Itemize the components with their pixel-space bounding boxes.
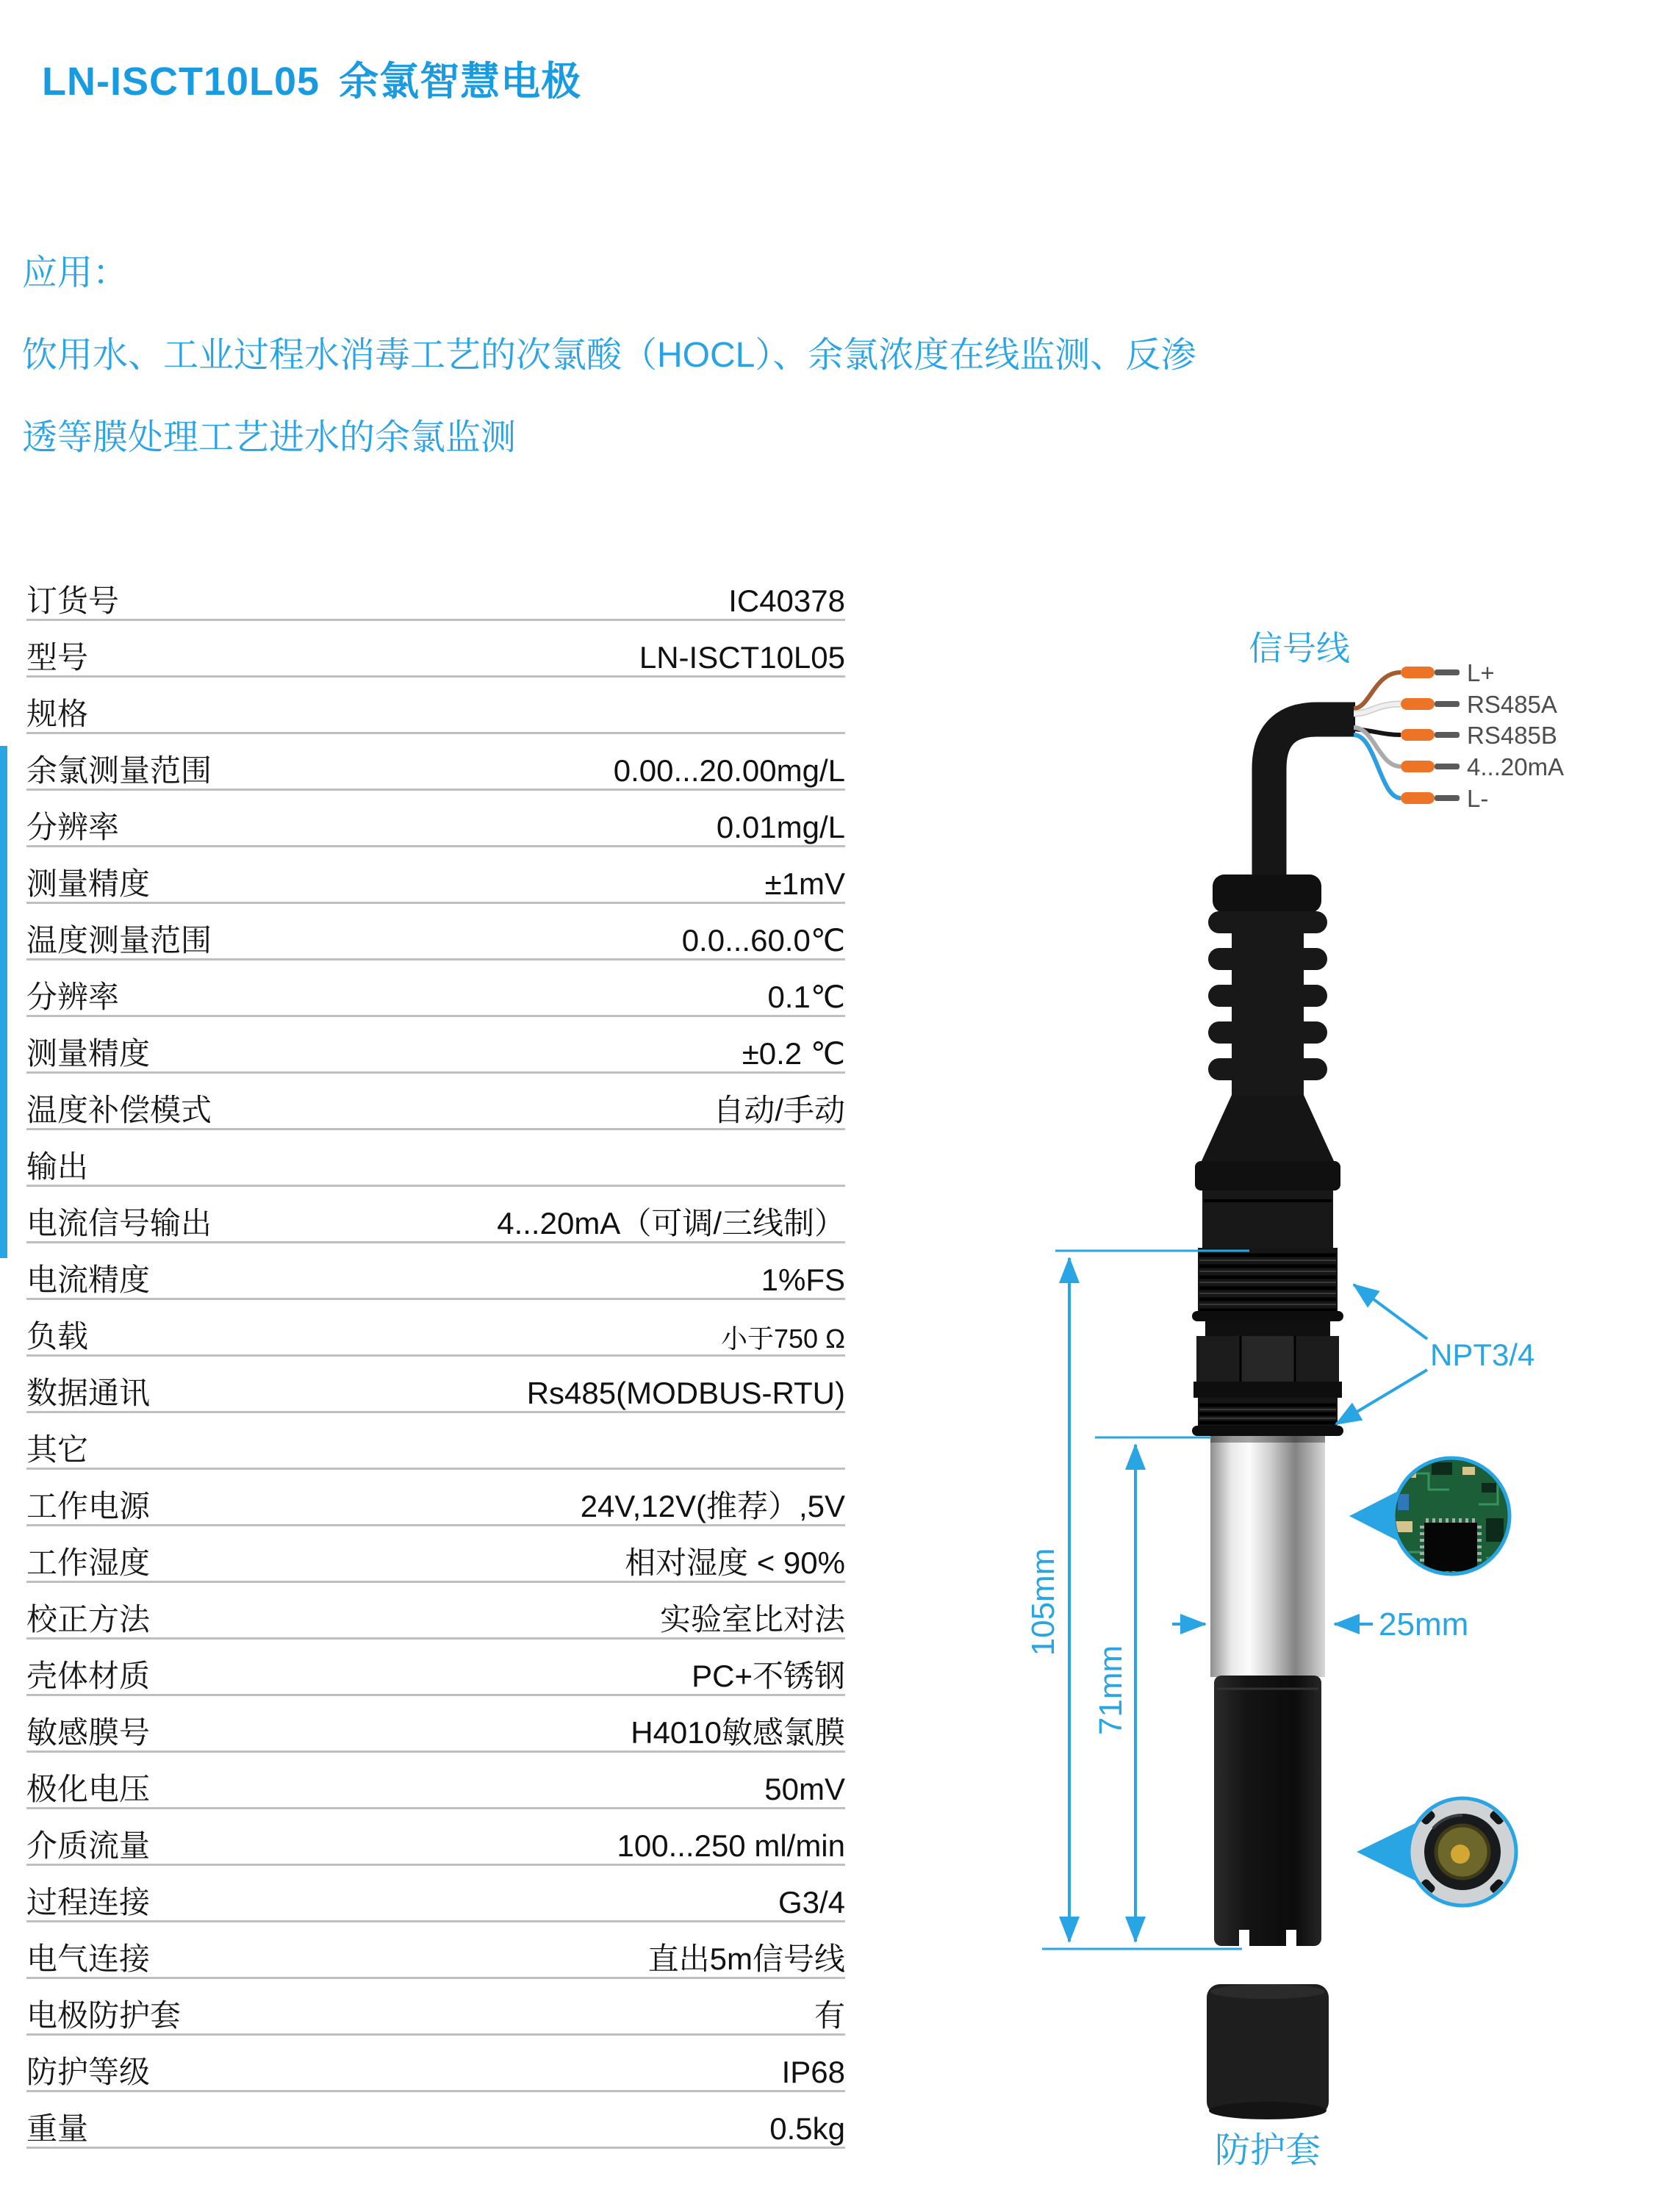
dim-label-71mm: 71mm: [1093, 1645, 1129, 1736]
wire-label-lplus: L+: [1467, 659, 1495, 686]
product-model: LN-ISCT10L05: [42, 60, 320, 104]
product-figure: [1022, 603, 1680, 2187]
spec-value: G3/4: [778, 1885, 845, 1920]
spec-label: 工作湿度: [26, 1545, 151, 1580]
signal-cable-label: 信号线: [1249, 629, 1350, 667]
spec-label: 电极防护套: [26, 1998, 182, 2033]
spec-value: IC40378: [728, 583, 845, 618]
spec-row: [26, 1866, 845, 1922]
spec-label: 校正方法: [26, 1602, 151, 1637]
spec-label: 数据通讯: [26, 1376, 151, 1410]
wire-ferrules: [1401, 667, 1435, 804]
spec-row: [26, 1696, 845, 1753]
spec-value: 自动/手动: [713, 1093, 845, 1127]
product-name: 余氯智慧电极: [339, 60, 582, 104]
spec-label: 温度测量范围: [26, 923, 212, 958]
spec-label: 电气连接: [26, 1942, 151, 1976]
spec-label: 介质流量: [26, 1828, 151, 1863]
spec-label: 壳体材质: [26, 1659, 151, 1693]
spec-label: 型号: [26, 640, 89, 675]
spec-label: 规格: [26, 697, 89, 731]
spec-label: 过程连接: [26, 1885, 151, 1920]
application-section: [22, 232, 1196, 479]
spec-value: IP68: [781, 2055, 845, 2089]
wire-label-rs485a: RS485A: [1467, 691, 1557, 718]
wire-pins: [1435, 669, 1460, 801]
npt-arrow-upper: [1354, 1285, 1427, 1339]
spec-value: 小于750 Ω: [721, 1324, 845, 1354]
accent-bar: [0, 746, 7, 1258]
spec-value: ±0.2 ℃: [742, 1036, 845, 1071]
spec-label: 测量精度: [26, 1036, 151, 1071]
spec-row: [26, 791, 845, 847]
spec-row: [26, 1074, 845, 1130]
spec-row: [26, 1470, 845, 1526]
spec-row: [26, 1357, 845, 1413]
spec-row: [26, 1130, 845, 1187]
spec-row: [26, 904, 845, 960]
spec-row: [26, 1640, 845, 1696]
lower-thread: [1192, 1398, 1343, 1436]
spec-row: [26, 1413, 845, 1470]
spec-label: 极化电压: [26, 1772, 151, 1806]
spec-label: 电流信号输出: [26, 1206, 212, 1240]
wire-label-rs485b: RS485B: [1467, 722, 1557, 749]
spec-label: 分辨率: [26, 810, 120, 844]
spec-row: [26, 960, 845, 1017]
spec-value: 有: [814, 1998, 845, 2033]
spec-label: 测量精度: [26, 866, 151, 901]
spec-value: 0.5kg: [769, 2111, 845, 2146]
spec-value: Rs485(MODBUS-RTU): [526, 1376, 845, 1410]
spec-value: 0.00...20.00mg/L: [613, 753, 845, 788]
signal-cable: [1269, 719, 1355, 891]
spec-row: [26, 564, 845, 621]
dim-label-105mm: 105mm: [1025, 1548, 1061, 1656]
bellows: [1208, 911, 1327, 1096]
spec-value: 0.1℃: [767, 980, 845, 1014]
spec-row: [26, 734, 845, 791]
spec-value: ±1mV: [764, 866, 845, 901]
spec-label: 电流精度: [26, 1263, 151, 1297]
wire-harness: [1354, 659, 1564, 812]
spec-value: 50mV: [764, 1772, 845, 1806]
npt-arrow-lower: [1336, 1370, 1427, 1424]
cap-label: 防护套: [1214, 2131, 1321, 2170]
pcb-inset: [1349, 1458, 1511, 1576]
spec-row: [26, 1300, 845, 1357]
spec-value: 直出5m信号线: [647, 1942, 845, 1976]
spec-table: [26, 564, 845, 2149]
spec-row: [26, 1243, 845, 1300]
wire-label-420ma: 4...20mA: [1467, 753, 1565, 780]
spec-value: 100...250 ml/min: [617, 1828, 845, 1863]
spec-label: 负载: [26, 1319, 89, 1354]
spec-value: 相对湿度 < 90%: [625, 1545, 845, 1580]
spec-row: [26, 1922, 845, 1979]
spec-row: [26, 2036, 845, 2092]
membrane-inset: [1357, 1798, 1516, 1906]
spec-row: [26, 2092, 845, 2149]
protective-cap: [1207, 1984, 1329, 2119]
spec-row: [26, 1753, 845, 1809]
application-heading: 应用：: [22, 254, 129, 292]
spec-label: 其它: [26, 1432, 89, 1467]
hex-body: [1196, 1336, 1339, 1382]
spec-value: 1%FS: [761, 1263, 845, 1297]
spec-row: [26, 1017, 845, 1074]
spec-value: PC+不锈钢: [692, 1659, 845, 1693]
spec-label: 分辨率: [26, 980, 120, 1014]
spec-row: [26, 678, 845, 734]
spec-value: 0.0...60.0℃: [681, 923, 845, 958]
wire-label-lminus: L-: [1467, 785, 1489, 812]
sensor-body: [1192, 875, 1343, 2119]
spec-value: 0.01mg/L: [716, 810, 845, 844]
upper-thread: [1192, 1248, 1343, 1321]
spec-row: [26, 1979, 845, 2036]
spec-value: H4010敏感氯膜: [631, 1715, 845, 1750]
spec-label: 重量: [26, 2111, 89, 2146]
spec-label: 敏感膜号: [26, 1715, 151, 1750]
application-line: 饮用水、工业过程水消毒工艺的次氯酸（HOCL）、余氯浓度在线监测、反渗: [22, 336, 1196, 375]
spec-label: 温度补偿模式: [26, 1093, 212, 1127]
page-title: [42, 50, 581, 107]
steel-tube: [1210, 1436, 1325, 1677]
spec-value: LN-ISCT10L05: [639, 640, 845, 675]
spec-value: 实验室比对法: [659, 1602, 845, 1637]
spec-label: 余氯测量范围: [26, 753, 212, 788]
spec-row: [26, 1526, 845, 1583]
spec-value: 24V,12V(推荐）,5V: [580, 1489, 845, 1523]
sensor-tip: [1214, 1676, 1321, 1947]
spec-row: [26, 847, 845, 904]
spec-value: 4...20mA（可调/三线制）: [497, 1206, 845, 1240]
spec-row: [26, 621, 845, 678]
spec-row: [26, 1187, 845, 1243]
spec-label: 工作电源: [26, 1489, 151, 1523]
application-line: 透等膜处理工艺进水的余氯监测: [22, 418, 517, 457]
spec-row: [26, 1583, 845, 1640]
thread-label-npt: NPT3/4: [1430, 1337, 1535, 1372]
spec-label: 防护等级: [26, 2055, 151, 2089]
spec-row: [26, 1809, 845, 1866]
spec-label: 订货号: [26, 583, 120, 618]
spec-label: 输出: [26, 1149, 89, 1184]
dim-label-25mm: 25mm: [1379, 1606, 1469, 1642]
